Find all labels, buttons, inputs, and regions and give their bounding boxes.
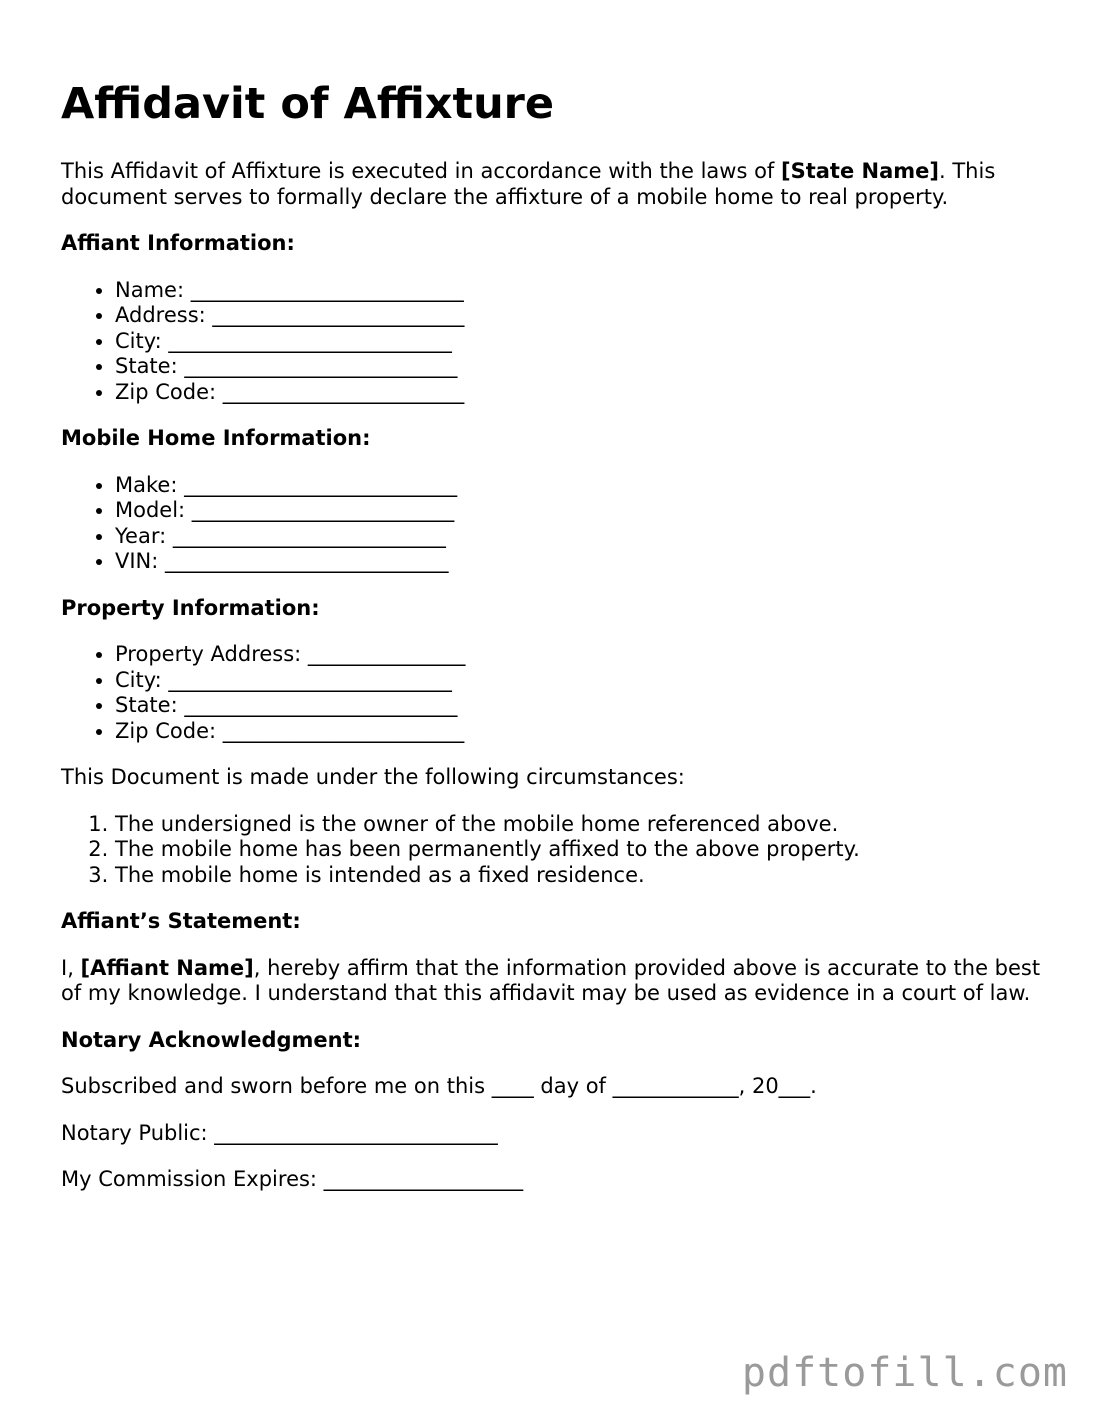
statement-text-after: , hereby affirm that the information provided above is accurate to the best of my knowledge. I understand that this affidavit may be used as evidence in a court of law. [61,955,1041,1005]
mobile-home-model-field[interactable]: • Model: _________________________ [115,498,1041,524]
mobile-home-year-field[interactable]: • Year: __________________________ [115,524,1041,550]
document-page [61,78,1041,1214]
circumstance-item: 1. The undersigned is the owner of the mobile home referenced above. [115,812,1041,838]
property-state-field[interactable]: • State: __________________________ [115,693,1041,719]
intro-paragraph [61,159,1041,210]
affiant-info-list [61,278,1041,406]
circumstances-intro: This Document is made under the following circumstances: [61,765,685,789]
statement-heading: Affiant’s Statement: [61,909,301,933]
state-name-placeholder: [State Name] [781,159,939,183]
property-zip-field[interactable]: • Zip Code: _______________________ [115,719,1041,745]
document-title: Affidavit of Affixture [61,79,555,129]
property-address-field[interactable]: • Property Address: _______________ [115,642,1041,668]
commission-expires-line[interactable]: My Commission Expires: ___________________ [61,1167,524,1191]
affiant-address-field[interactable]: • Address: ________________________ [115,303,1041,329]
affiant-zip-field[interactable]: • Zip Code: _______________________ [115,380,1041,406]
statement-text-before: I, [61,955,81,980]
notary-heading: Notary Acknowledgment: [61,1027,362,1052]
circumstances-list [61,812,1041,889]
mobile-home-info-list [61,473,1041,575]
property-city-field[interactable]: • City: ___________________________ [115,668,1041,694]
watermark-logo: pdftofill.com [741,1350,1068,1396]
mobile-home-make-field[interactable]: • Make: __________________________ [115,473,1041,499]
affiant-state-field[interactable]: • State: __________________________ [115,354,1041,380]
property-info-list [61,642,1041,744]
affiant-name-field[interactable]: • Name: __________________________ [115,278,1041,304]
statement-paragraph [61,956,1041,1007]
property-info-heading: Property Information: [61,595,320,620]
circumstance-item: 3. The mobile home is intended as a fixed residence. [115,863,1041,889]
mobile-home-info-heading: Mobile Home Information: [61,426,371,450]
circumstance-item: 2. The mobile home has been permanently affixed to the above property. [115,837,1041,863]
notary-public-line[interactable]: Notary Public: ___________________________ [61,1120,498,1145]
affiant-name-placeholder: [Affiant Name] [80,955,254,980]
mobile-home-vin-field[interactable]: • VIN: ___________________________ [115,549,1041,575]
intro-text-before: This Affidavit of Affixture is executed in accordance with the laws of [61,159,781,183]
notary-sworn-line[interactable]: Subscribed and sworn before me on this ____ day of ____________, 20___. [61,1074,817,1098]
affiant-city-field[interactable]: • City: ___________________________ [115,329,1041,355]
intro-text-after: . This document serves to formally declare the affixture of a mobile home to real property. [61,159,996,209]
affiant-info-heading: Affiant Information: [61,231,295,255]
